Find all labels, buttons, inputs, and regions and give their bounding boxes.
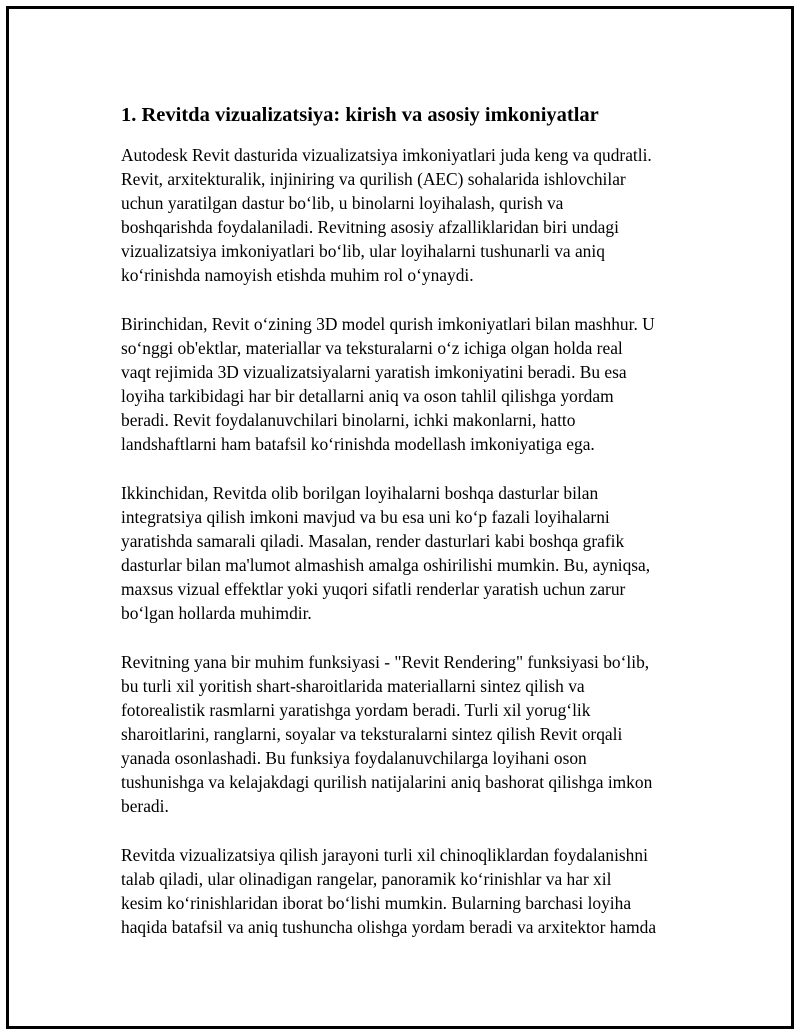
- text-line: fotorealistik rasmlarni yaratishga yordam beradi. Turli xil yorug‘lik: [121, 700, 591, 720]
- text-line: tushunishga va kelajakdagi qurilish natijalarini aniq bashorat qilishga imkon: [121, 772, 653, 792]
- paragraph-3: [121, 481, 701, 625]
- text-line: Revit, arxitekturalik, injiniring va qurilish (AEC) sohalarida ishlovchilar: [121, 169, 626, 189]
- text-line: Birinchidan, Revit o‘zining 3D model qurish imkoniyatlari bilan mashhur. U: [121, 314, 655, 334]
- text-line: sharoitlarini, ranglarni, soyalar va teksturalarni sintez qilish Revit orqali: [121, 724, 623, 744]
- text-line: maxsus vizual effektlar yoki yuqori sifatli renderlar yaratish uchun zarur: [121, 579, 626, 599]
- text-line: bo‘lgan hollarda muhimdir.: [121, 603, 312, 623]
- paragraph-2: [121, 312, 701, 456]
- text-line: Revitda vizualizatsiya qilish jarayoni turli xil chinoqliklardan foydalanishni: [121, 845, 648, 865]
- text-line: ko‘rinishda namoyish etishda muhim rol o‘ynaydi.: [121, 265, 474, 285]
- text-line: beradi. Revit foydalanuvchilari binolarni, ichki makonlarni, hatto: [121, 410, 576, 430]
- document-body: [121, 99, 701, 964]
- text-line: boshqarishda foydalaniladi. Revitning asosiy afzalliklaridan biri undagi: [121, 217, 619, 237]
- text-line: yanada osonlashadi. Bu funksiya foydalanuvchilarga loyihani oson: [121, 748, 587, 768]
- paragraph-1: [121, 143, 701, 287]
- text-line: beradi.: [121, 796, 169, 816]
- text-line: Autodesk Revit dasturida vizualizatsiya imkoniyatlari juda keng va qudratli.: [121, 145, 652, 165]
- text-line: vizualizatsiya imkoniyatlari bo‘lib, ular loyihalarni tushunarli va aniq: [121, 241, 605, 261]
- text-line: bu turli xil yoritish shart-sharoitlarida materiallarni sintez qilish va: [121, 676, 585, 696]
- text-line: Ikkinchidan, Revitda olib borilgan loyihalarni boshqa dasturlar bilan: [121, 483, 599, 503]
- page-frame: [6, 6, 794, 1029]
- paragraph-4: [121, 650, 701, 818]
- text-line: haqida batafsil va aniq tushuncha olishga yordam beradi va arxitektor hamda: [121, 917, 657, 937]
- text-line: talab qiladi, ular olinadigan rangelar, panoramik ko‘rinishlar va har xil: [121, 869, 612, 889]
- section-heading: 1. Revitda vizualizatsiya: kirish va asosiy imkoniyatlar: [121, 104, 599, 126]
- text-line: landshaftlarni ham batafsil ko‘rinishda modellash imkoniyatiga ega.: [121, 434, 595, 454]
- text-line: uchun yaratilgan dastur bo‘lib, u binolarni loyihalash, qurish va: [121, 193, 564, 213]
- text-line: integratsiya qilish imkoni mavjud va bu esa uni ko‘p fazali loyihalarni: [121, 507, 610, 527]
- text-line: loyiha tarkibidagi har bir detallarni aniq va oson tahlil qilishga yordam: [121, 386, 614, 406]
- text-line: Revitning yana bir muhim funksiyasi - "Revit Rendering" funksiyasi bo‘lib,: [121, 652, 650, 672]
- paragraph-5: [121, 843, 701, 939]
- text-line: vaqt rejimida 3D vizualizatsiyalarni yaratish imkoniyatini beradi. Bu esa: [121, 362, 627, 382]
- text-line: so‘nggi ob'ektlar, materiallar va teksturalarni o‘z ichiga olgan holda real: [121, 338, 623, 358]
- text-line: yaratishda samarali qiladi. Masalan, render dasturlari kabi boshqa grafik: [121, 531, 625, 551]
- text-line: dasturlar bilan ma'lumot almashish amalga oshirilishi mumkin. Bu, ayniqsa,: [121, 555, 651, 575]
- text-line: kesim ko‘rinishlaridan iborat bo‘lishi mumkin. Bularning barchasi loyiha: [121, 893, 632, 913]
